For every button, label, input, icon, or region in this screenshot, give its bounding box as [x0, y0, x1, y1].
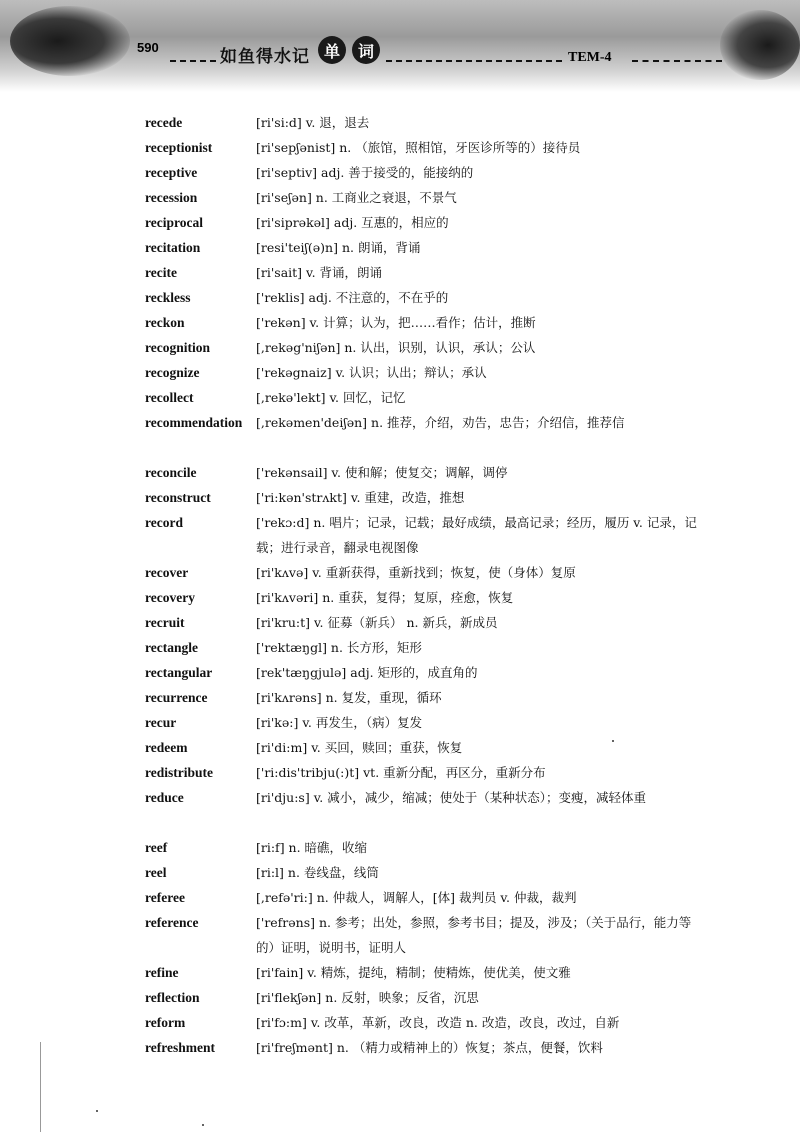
definition: [ri'siprəkəl] adj. 互惠的，相应的	[256, 215, 449, 230]
definition: [ri'dju:s] v. 减小，减少，缩减；使处于（某种状态）；变瘦，减轻体重	[256, 790, 646, 805]
definition: [ri'kʌvəri] n. 重获，复得；复原，痊愈，恢复	[256, 590, 514, 605]
headword: recede	[145, 115, 183, 130]
definition: [ri'kʌvə] v. 重新获得，重新找到；恢复，使（身体）复原	[256, 565, 576, 580]
definition: [ri'sepʃənist] n. （旅馆，照相馆，牙医诊所等的）接待员	[256, 140, 581, 155]
scan-speck	[202, 1124, 204, 1126]
definition: ['rekənsail] v. 使和解；使复交；调解，调停	[256, 465, 508, 480]
headword: recur	[145, 715, 177, 730]
headword: reconcile	[145, 465, 197, 480]
headword: redeem	[145, 740, 188, 755]
headword: recite	[145, 265, 177, 280]
definition: ['rekən] v. 计算；认为，把……看作；估计，推断	[256, 315, 536, 330]
definition: [,rekəg'niʃən] n. 认出，识别，认识，承认；公认	[256, 340, 536, 355]
decorative-ink-blob-right	[720, 10, 800, 80]
definition: ['rekəgnaiz] v. 认识；认出；辩认；承认	[256, 365, 487, 380]
definition: [,rekəmen'deiʃən] n. 推荐，介绍，劝告，忠告；介绍信，推荐信	[256, 415, 625, 430]
headword: recognition	[145, 340, 210, 355]
scan-margin-line	[40, 1042, 41, 1132]
exam-label: TEM-4	[568, 50, 612, 65]
definition: ['rektæŋgl] n. 长方形，矩形	[256, 640, 422, 655]
definition: [ri'kʌrəns] n. 复发，重现，循环	[256, 690, 442, 705]
definition: ['refrəns] n. 参考；出处，参照，参考书目；提及，涉及；（关于品行，能力等的）证明，说明书，证明人	[256, 915, 692, 955]
headword: refine	[145, 965, 179, 980]
headword: reef	[145, 840, 168, 855]
definition: [ri'seʃən] n. 工商业之衰退，不景气	[256, 190, 457, 205]
headword: rectangular	[145, 665, 213, 680]
definition: [,rekə'lekt] v. 回忆，记忆	[256, 390, 406, 405]
decorative-ink-blob-left	[10, 6, 130, 76]
headword: recommendation	[145, 415, 243, 430]
headword: reciprocal	[145, 215, 203, 230]
headword: reckon	[145, 315, 185, 330]
headword: recover	[145, 565, 189, 580]
headword: recovery	[145, 590, 195, 605]
headword: reflection	[145, 990, 200, 1005]
definition: [rek'tæŋgjulə] adj. 矩形的，成直角的	[256, 665, 478, 680]
headword: rectangle	[145, 640, 198, 655]
headword: recollect	[145, 390, 194, 405]
circle-char-1: 单	[318, 36, 346, 64]
definition: ['rekɔ:d] n. 唱片；记录，记载；最好成绩，最高记录；经历，履历 v. 记录，记载；进行录音，翻录电视图像	[256, 515, 697, 555]
definition: [ri'fain] v. 精炼，提纯，精制；使精炼，使优美，使文雅	[256, 965, 571, 980]
definition: ['reklis] adj. 不注意的，不在乎的	[256, 290, 449, 305]
definition: [ri'sait] v. 背诵，朗诵	[256, 265, 383, 280]
definition: [resi'teiʃ(ə)n] n. 朗诵，背诵	[256, 240, 421, 255]
definition: [,refə'ri:] n. 仲裁人，调解人，[体] 裁判员 v. 仲裁，裁判	[256, 890, 577, 905]
definition: [ri'flekʃən] n. 反射，映象；反省，沉思	[256, 990, 479, 1005]
definition: [ri'kru:t] v. 征募（新兵） n. 新兵，新成员	[256, 615, 498, 630]
page-number: 590	[137, 40, 159, 55]
header-dash-rule	[170, 60, 216, 62]
definition: [ri'fɔ:m] v. 改革，革新，改良，改造 n. 改造，改良，改过，自新	[256, 1015, 620, 1030]
circle-char-2: 词	[352, 36, 380, 64]
headword: record	[145, 515, 183, 530]
definition: [ri'septiv] adj. 善于接受的，能接纳的	[256, 165, 474, 180]
headword: reckless	[145, 290, 191, 305]
definition: [ri:f] n. 暗礁，收缩	[256, 840, 368, 855]
headword: receptionist	[145, 140, 213, 155]
headword: refreshment	[145, 1040, 215, 1055]
definition: [ri'freʃmənt] n. （精力或精神上的）恢复；茶点，便餐，饮料	[256, 1040, 603, 1055]
headword: redistribute	[145, 765, 213, 780]
headword: recession	[145, 190, 198, 205]
headword: referee	[145, 890, 185, 905]
scan-speck	[612, 740, 614, 742]
header-title: 如鱼得水记	[220, 47, 310, 67]
headword: recruit	[145, 615, 185, 630]
definition: ['ri:kən'strʌkt] v. 重建，改造，推想	[256, 490, 465, 505]
header-dash-rule	[632, 60, 722, 62]
headword: receptive	[145, 165, 198, 180]
headword: reform	[145, 1015, 186, 1030]
headword: reconstruct	[145, 490, 211, 505]
definition: [ri'si:d] v. 退，退去	[256, 115, 370, 130]
page-header	[0, 0, 800, 92]
headword: reference	[145, 915, 199, 930]
headword: recurrence	[145, 690, 208, 705]
headword: recognize	[145, 365, 200, 380]
headword: reduce	[145, 790, 184, 805]
definition: ['ri:dis'tribju(:)t] vt. 重新分配，再区分，重新分布	[256, 765, 546, 780]
definition: [ri'di:m] v. 买回，赎回；重获，恢复	[256, 740, 463, 755]
headword: reel	[145, 865, 167, 880]
definition: [ri'kə:] v. 再发生，（病）复发	[256, 715, 423, 730]
scan-speck	[96, 1110, 98, 1112]
header-dash-rule	[386, 60, 562, 62]
headword: recitation	[145, 240, 201, 255]
definition: [ri:l] n. 卷线盘，线筒	[256, 865, 379, 880]
